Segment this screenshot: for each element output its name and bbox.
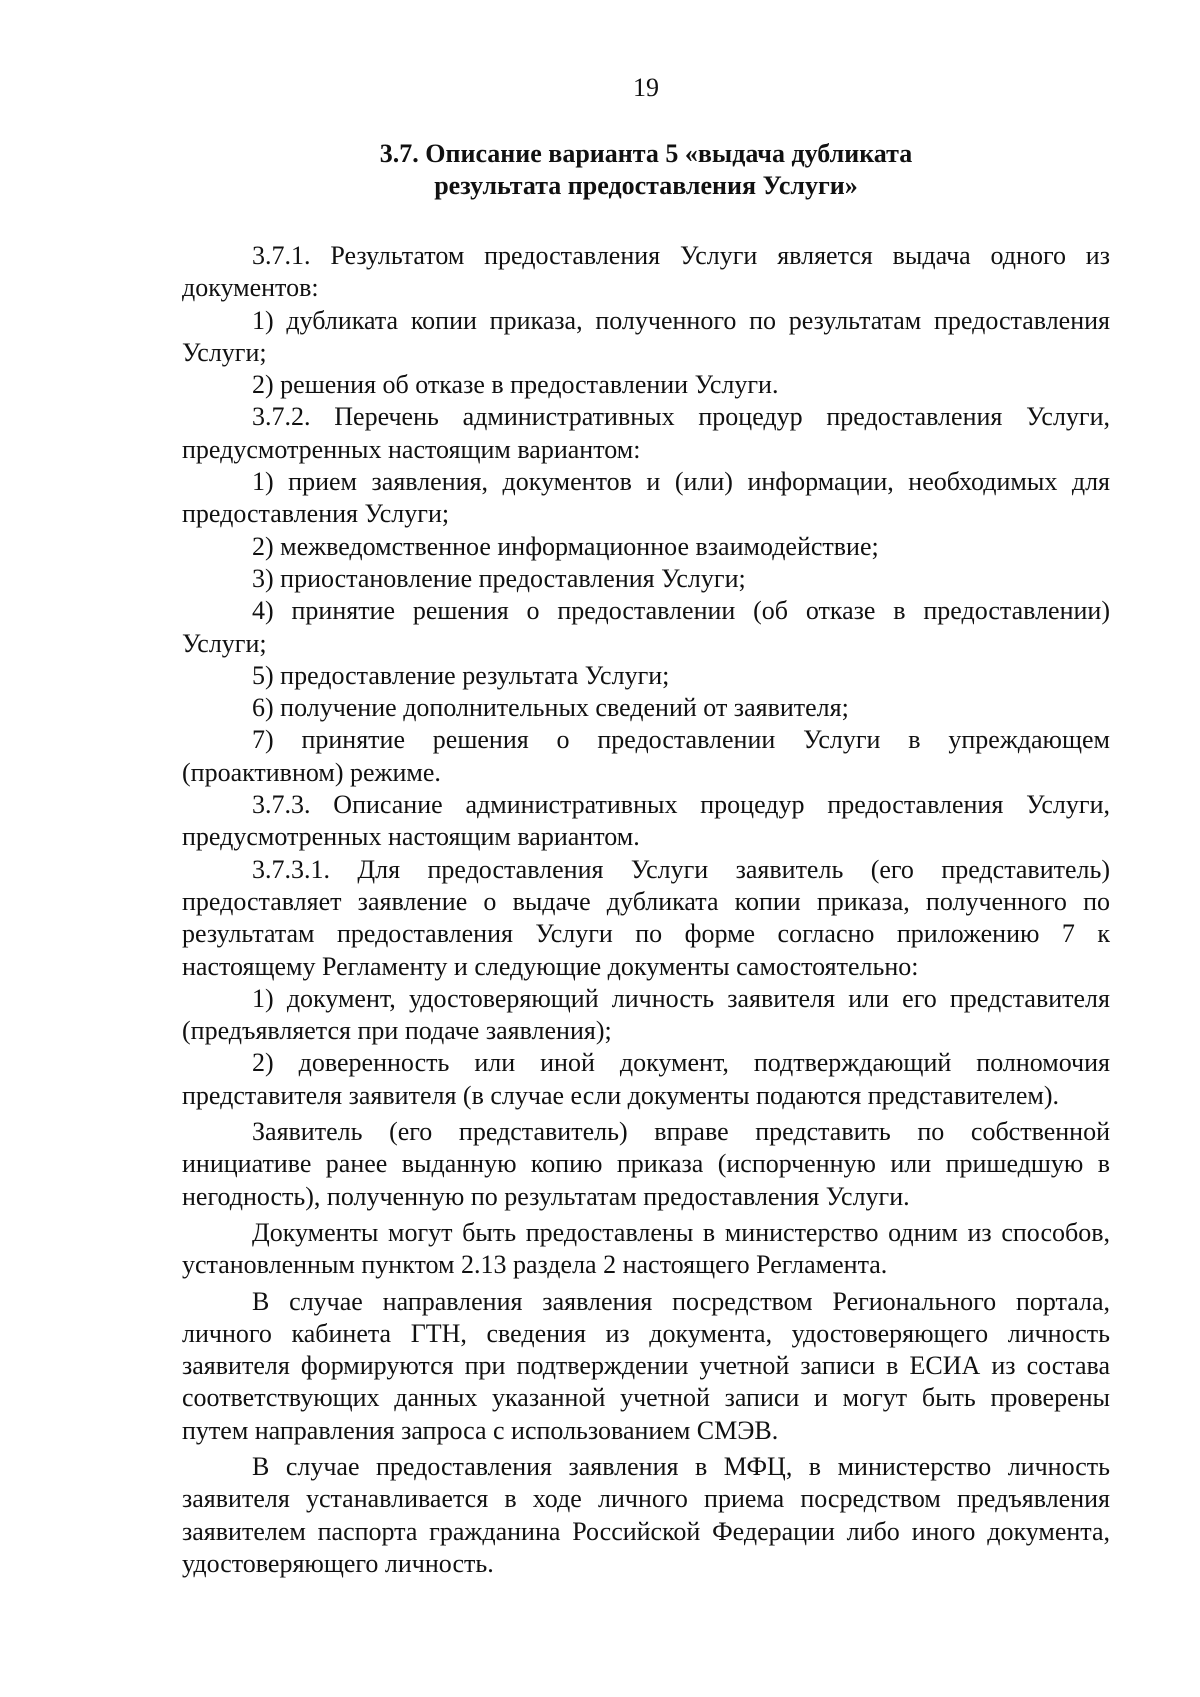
page-number: 19 xyxy=(633,73,659,102)
list-item: 7) принятие решения о предоставлении Услуги в упреждающем (проактивном) режиме. xyxy=(182,725,1110,787)
list-item: 2) межведомственное информационное взаимодействие; xyxy=(252,531,879,561)
list-item: 1) прием заявления, документов и (или) информации, необходимых для предоставления Услуги; xyxy=(182,467,1110,529)
list-item: 1) документ, удостоверяющий личность заявителя или его представителя (предъявляется при подаче заявления); xyxy=(182,983,1110,1046)
section-heading xyxy=(182,138,1110,202)
section-heading-line-2: результата предоставления Услуги» xyxy=(434,171,858,200)
document-body xyxy=(182,240,1110,1580)
list-item: 6) получение дополнительных сведений от заявителя; xyxy=(252,693,849,723)
paragraph: В случае предоставления заявления в МФЦ, в министерство личность заявителя устанавливается в ходе личного приема посредством предъявления заявителем паспорта гражданина Российской Федерации либо иного документа, удостоверяющего личность. xyxy=(182,1451,1110,1578)
paragraph: В случае направления заявления посредством Регионального портала, личного кабинета ГТН, сведения из документа, удостоверяющего личность заявителя формируются при подтверждении учетной записи в ЕСИА из состава соответствующих данных указанной учетной записи и могут быть проверены путем направления запроса с использованием СМЭВ. xyxy=(182,1286,1110,1445)
list-item: 3) приостановление предоставления Услуги; xyxy=(252,563,746,593)
list-item: 2) доверенность или иной документ, подтверждающий полномочия представителя заявителя (в случае если документы подаются представителем). xyxy=(182,1048,1110,1110)
list-item: 4) принятие решения о предоставлении (об отказе в предоставлении) Услуги; xyxy=(182,596,1110,658)
paragraph-3-7-3: 3.7.3. Описание административных процедур предоставления Услуги, предусмотренных настоящим вариантом. xyxy=(182,790,1110,852)
list-item: 2) решения об отказе в предоставлении Услуги. xyxy=(252,370,779,400)
list-item: 5) предоставление результата Услуги; xyxy=(252,660,670,690)
paragraph: Заявитель (его представитель) вправе представить по собственной инициативе ранее выданную копию приказа (испорченную или пришедшую в негодность), полученную по результатам предоставления Услуги. xyxy=(182,1117,1110,1211)
paragraph-3-7-3-1: 3.7.3.1. Для предоставления Услуги заявитель (его представитель) предоставляет заявление о выдаче дубликата копии приказа, полученного по результатам предоставления Услуги по форме согласно приложению 7 к настоящему Регламенту и следующие документы самостоятельно: xyxy=(182,854,1110,981)
paragraph-3-7-2: 3.7.2. Перечень административных процедур предоставления Услуги, предусмотренных настоящим вариантом: xyxy=(182,402,1110,464)
list-item: 1) дубликата копии приказа, полученного по результатам предоставления Услуги; xyxy=(182,305,1110,367)
section-heading-line-1: 3.7. Описание варианта 5 «выдача дубликата xyxy=(379,139,913,168)
paragraph: Документы могут быть предоставлены в министерство одним из способов, установленным пунктом 2.13 раздела 2 настоящего Регламента. xyxy=(182,1217,1110,1280)
paragraph-3-7-1: 3.7.1. Результатом предоставления Услуги является выдача одного из документов: xyxy=(182,241,1110,303)
